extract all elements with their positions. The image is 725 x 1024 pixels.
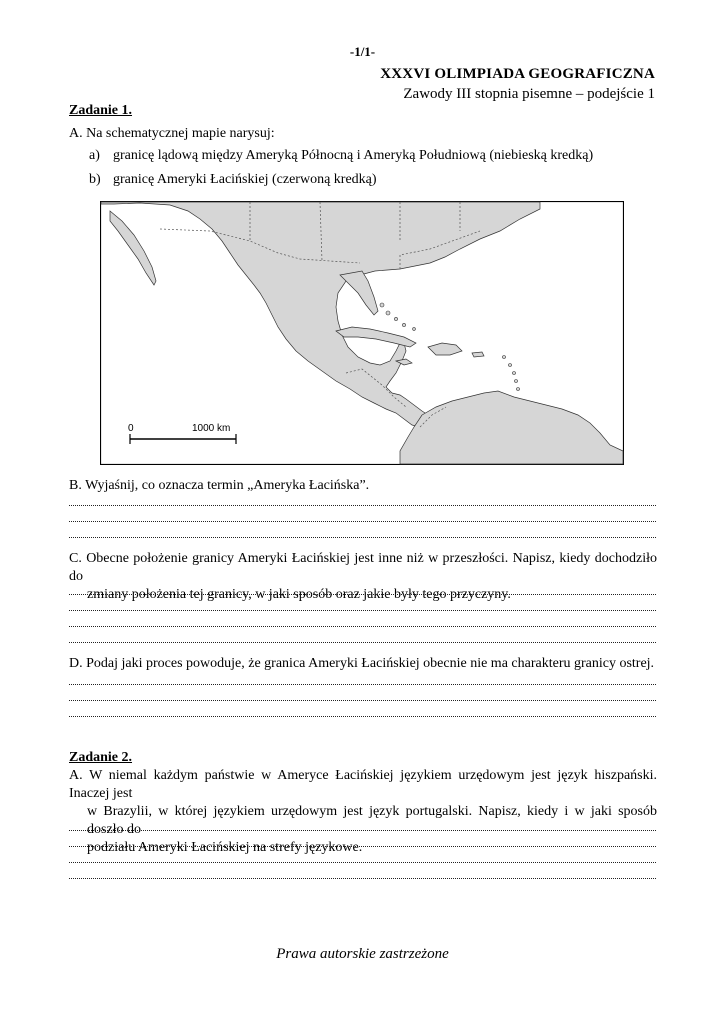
answer-line [69, 521, 656, 522]
answer-line [69, 505, 656, 506]
olympiad-subtitle: Zawody III stopnia pisemne – podejście 1 [403, 86, 655, 102]
answer-line [69, 846, 656, 847]
page-number: -1/1- [349, 44, 376, 59]
answer-line [69, 626, 656, 627]
task1-item-b-marker: b) [89, 172, 101, 187]
olympiad-title: XXXVI OLIMPIADA GEOGRAFICZNA [380, 66, 655, 82]
puerto-rico-land [472, 352, 484, 357]
task1-part-c-line2: zmiany położenia tej granicy, w jaki sposób oraz jakie były tego przyczyny. [87, 587, 511, 602]
answer-line [69, 537, 656, 538]
copyright-footer: Prawa autorskie zastrzeżone [276, 946, 449, 962]
task1-part-c [69, 550, 657, 604]
task2-part-a-line2: w Brazylii, w której językiem urzędowym jest język portugalski. Napisz, kiedy i w jaki sposób doszło do [87, 804, 657, 837]
task1-item-a: granicę lądową między Ameryką Północną i Ameryką Południową (niebieską kredką) [113, 148, 594, 163]
task1-item-a-marker: a) [89, 148, 100, 163]
task1-part-c-line1: C. Obecne położenie granicy Ameryki Łacińskiej jest inne niż w przeszłości. Napisz, kiedy dochodziło do [69, 551, 657, 584]
task1-part-b: B. Wyjaśnij, co oznacza termin „Ameryka Łacińska”. [69, 478, 370, 493]
answer-line [69, 878, 656, 879]
task1-part-d: D. Podaj jaki proces powoduje, że granica Ameryki Łacińskiej obecnie nie ma charakteru granicy ostrej. [69, 656, 655, 671]
answer-line [69, 610, 656, 611]
task1-item-b: granicę Ameryki Łacińskiej (czerwoną kredką) [113, 172, 377, 187]
scale-zero-label: 0 [128, 423, 134, 434]
answer-line [69, 716, 656, 717]
answer-line [69, 642, 656, 643]
task2-part-a-line3: podziału Ameryki Łacińskiej na strefy językowe. [87, 840, 363, 855]
answer-line [69, 700, 656, 701]
answer-line [69, 862, 656, 863]
answer-line [69, 684, 656, 685]
task2-part-a [69, 767, 657, 857]
answer-line [69, 830, 656, 831]
answer-line [69, 594, 656, 595]
schematic-map [100, 201, 624, 465]
scale-distance-label: 1000 km [192, 423, 231, 434]
task2-part-a-line1: A. W niemal każdym państwie w Ameryce Łacińskiej językiem urzędowym jest język hiszpański. Inaczej jest [69, 768, 657, 801]
task2-heading: Zadanie 2. [69, 750, 133, 765]
task1-part-a: A. Na schematycznej mapie narysuj: [69, 126, 275, 141]
task1-heading: Zadanie 1. [69, 103, 133, 118]
